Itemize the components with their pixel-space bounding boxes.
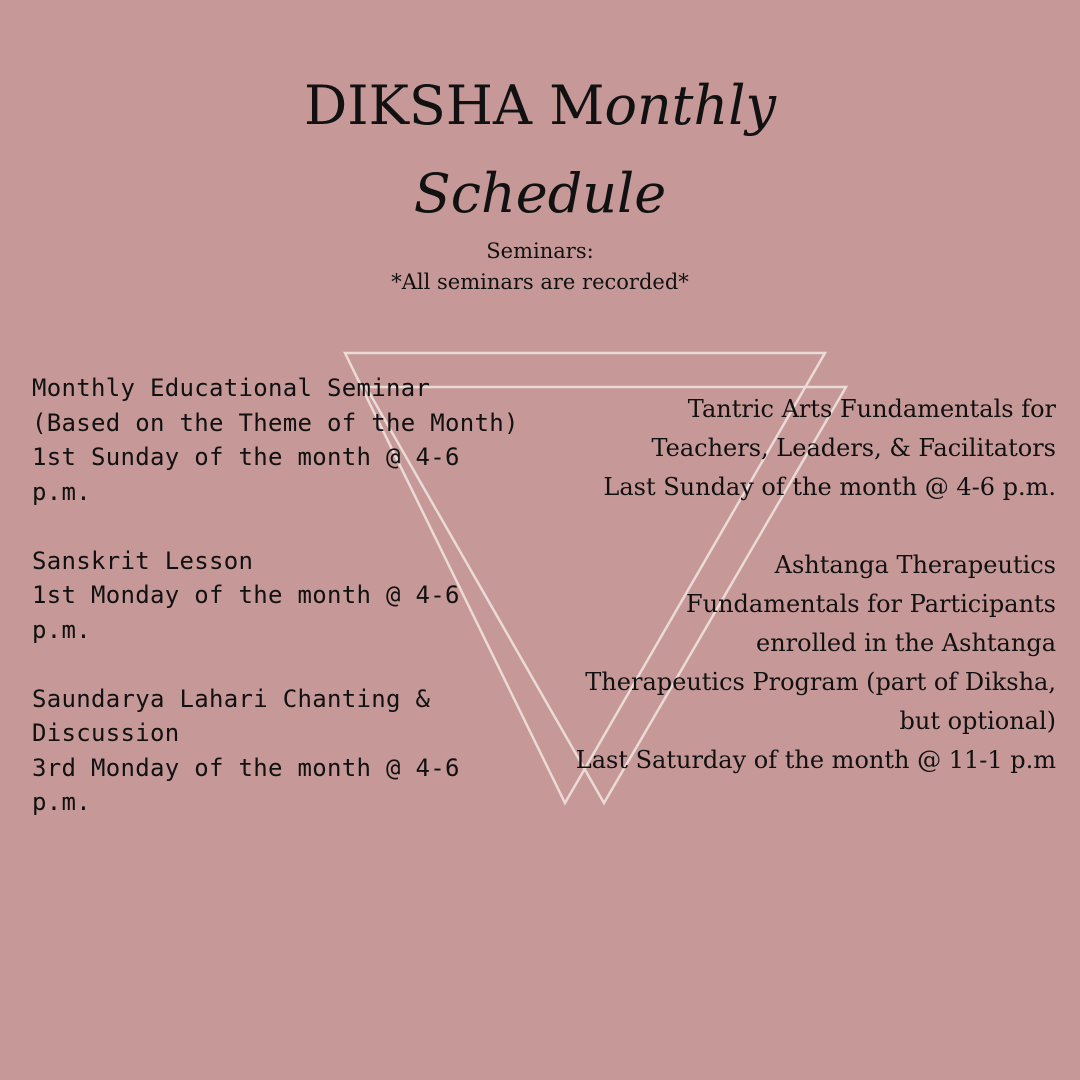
seminar-line: Discussion <box>32 719 180 747</box>
seminar-item <box>32 544 572 648</box>
title-part-diksha: DIKSHA M <box>303 74 605 137</box>
title-line-2: Schedule <box>413 162 667 225</box>
seminar-line: Saundarya Lahari Chanting & <box>32 684 431 713</box>
seminar-line: 3rd Monday of the month @ 4-6 <box>32 753 460 782</box>
seminar-item <box>496 390 1056 507</box>
right-seminar-list <box>496 390 1056 819</box>
seminar-line: Therapeutics Program (part of Diksha, <box>585 668 1056 696</box>
seminar-line: Ashtanga Therapeutics <box>774 551 1056 579</box>
seminar-item <box>496 546 1056 780</box>
seminars-label: Seminars: <box>486 239 594 263</box>
seminar-line: p.m. <box>32 477 91 506</box>
seminar-item <box>32 682 572 820</box>
seminar-line: (Based on the Theme of the Month) <box>32 408 519 437</box>
seminar-line: Monthly Educational Seminar <box>32 374 431 402</box>
title-part-monthly: onthly <box>604 74 777 137</box>
seminar-line: Teachers, Leaders, & Facilitators <box>651 434 1056 462</box>
seminar-line: 1st Sunday of the month @ 4-6 <box>32 443 460 471</box>
recorded-note: *All seminars are recorded* <box>391 270 689 294</box>
seminar-line: Last Saturday of the month @ 11-1 p.m <box>575 746 1056 774</box>
left-seminar-list <box>32 371 572 854</box>
seminar-line: p.m. <box>32 615 91 644</box>
seminar-line: but optional) <box>899 707 1056 735</box>
seminar-line: Fundamentals for Participants <box>685 590 1056 618</box>
seminar-line: Tantric Arts Fundamentals for <box>687 395 1056 423</box>
page-title <box>0 62 1080 238</box>
seminar-line: enrolled in the Ashtanga <box>755 629 1056 657</box>
seminars-intro <box>0 236 1080 298</box>
seminar-line: Last Sunday of the month @ 4-6 p.m. <box>603 473 1056 501</box>
seminar-line: p.m. <box>32 788 91 816</box>
title-line-1 <box>0 62 1080 150</box>
seminar-line: Sanskrit Lesson <box>32 546 254 575</box>
seminar-line: 1st Monday of the month @ 4-6 <box>32 581 460 609</box>
seminar-item <box>32 371 572 509</box>
